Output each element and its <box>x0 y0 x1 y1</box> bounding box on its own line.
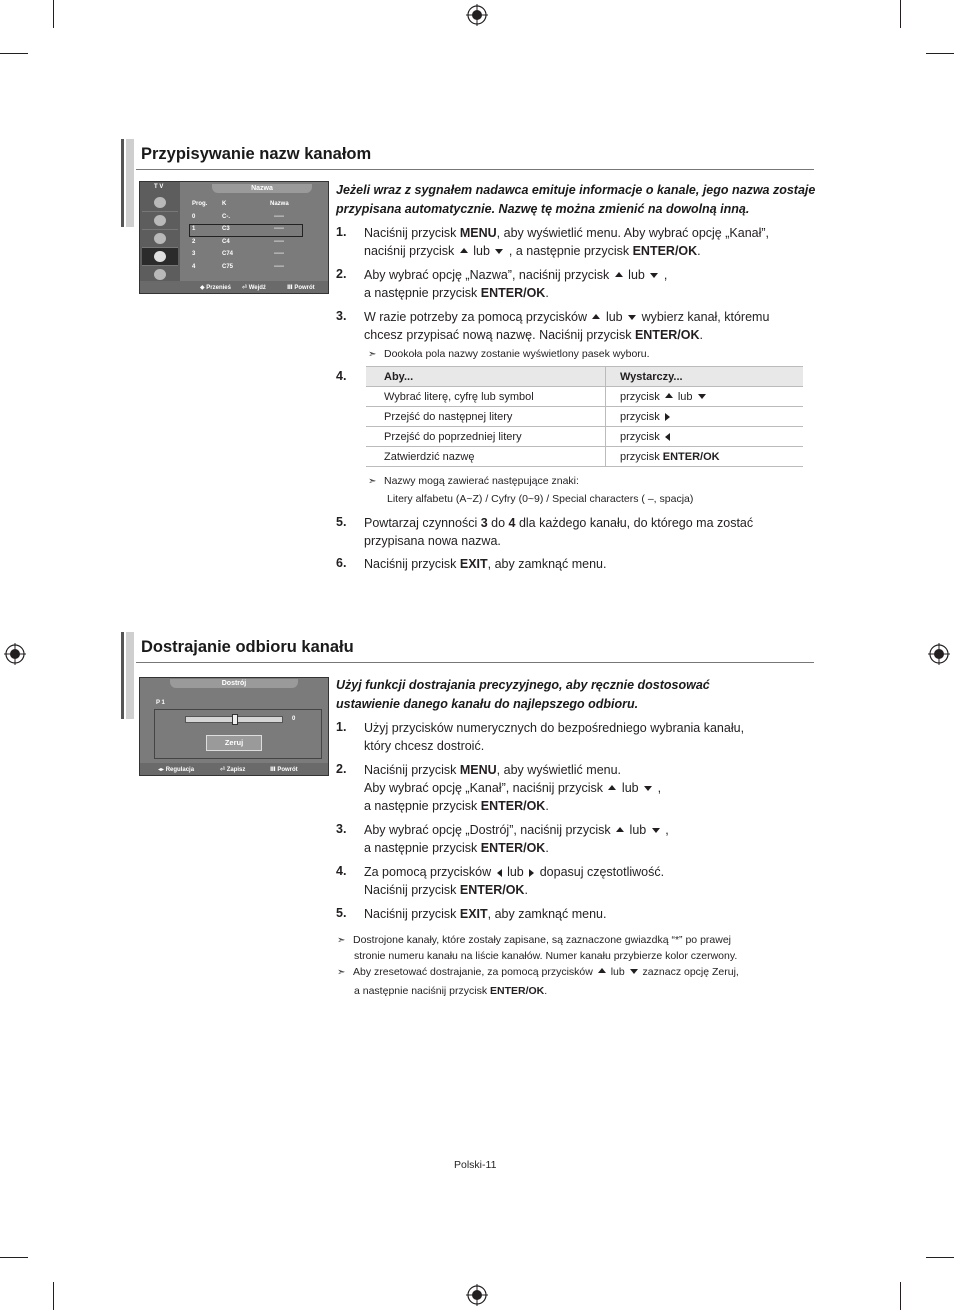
step-number: 4. <box>336 864 347 878</box>
footer-save-label: Zapisz <box>226 767 246 773</box>
arrow-left-icon <box>665 433 670 441</box>
note-text: stronie numeru kanału na liście kanałów. Numer kanału przybierze kolor czerwony. <box>354 950 738 962</box>
crop-mark <box>53 0 54 28</box>
table-header-cell: Aby... <box>366 367 606 387</box>
col-name: Nazwa <box>270 201 289 207</box>
footer-move-label: Przenieś <box>206 285 231 291</box>
footer-move: ◆ Przenieś <box>200 285 231 291</box>
channel-cell-prog: 2 <box>192 238 196 245</box>
note-arrow-icon: ➣ <box>368 349 377 360</box>
footer-return: Ⅲ Powrót <box>270 767 298 773</box>
footer-return: Ⅲ Powrót <box>287 285 315 291</box>
note-text: Dostrojone kanały, które zostały zapisane, są zaznaczone gwiazdką “*” po prawej <box>353 934 731 946</box>
section-intro: Jeżeli wraz z sygnałem nadawca emituje informacje o kanale, jego nazwa zostaje przypisana automatycznie. Nazwę tę można zmienić na dowolną inną. <box>336 183 816 216</box>
channel-cell-prog: 3 <box>192 251 196 258</box>
tv-menu-title: Nazwa <box>212 184 312 193</box>
table-cell: przycisk <box>606 427 804 447</box>
arrow-up-icon <box>615 272 623 277</box>
footer-adjust: ◂▸ Regulacja <box>158 767 195 773</box>
note-text: a następnie naciśnij przycisk ENTER/OK. <box>354 985 548 997</box>
channel-cell-k: C75 <box>222 263 234 270</box>
arrow-down-icon <box>650 273 658 278</box>
section-title: Dostrajanie odbioru kanału <box>141 638 354 656</box>
table-row <box>366 387 803 407</box>
section-marker <box>121 632 124 719</box>
note-text: Nazwy mogą zawierać następujące znaki: <box>384 475 579 487</box>
arrow-down-icon <box>628 315 636 320</box>
section-marker <box>126 139 134 227</box>
note-arrow-icon: ➣ <box>337 935 346 946</box>
arrow-up-icon <box>616 827 624 832</box>
crop-mark <box>900 1282 901 1310</box>
step-text: Aby wybrać opcję „Dostrój”, naciśnij przycisk lub , a następnie przycisk ENTER/OK. <box>364 823 669 855</box>
step-text: Naciśnij przycisk EXIT, aby zamknąć menu. <box>364 557 607 571</box>
channel-row-highlight <box>189 224 303 237</box>
slider-thumb[interactable] <box>232 714 238 725</box>
note-text: Aby zresetować dostrajanie, za pomocą przycisków lub zaznacz opcję Zeruj, <box>353 966 739 978</box>
footer-enter: ⏎ Wejdź <box>242 285 266 291</box>
tv-side-label: T V <box>154 184 164 190</box>
note-arrow-icon: ➣ <box>368 476 377 487</box>
channel-cell-name: ----- <box>274 226 284 233</box>
step-number: 5. <box>336 515 347 529</box>
section-intro: Użyj funkcji dostrajania precyzyjnego, aby ręcznie dostosować ustawienie danego kanału do najlepszego odbioru. <box>336 678 710 711</box>
operations-table <box>366 366 803 467</box>
footer-enter-label: Wejdź <box>248 285 266 291</box>
channel-label: P 1 <box>156 700 165 706</box>
step-text: W razie potrzeby za pomocą przycisków lub wybierz kanał, któremu chcesz przypisać nową nazwę. Naciśnij przycisk ENTER/OK. <box>364 310 770 342</box>
tv-finetune-screenshot <box>139 677 329 776</box>
reset-button[interactable]: Zeruj <box>206 735 262 751</box>
note-arrow-icon: ➣ <box>337 967 346 978</box>
channel-cell-prog: 0 <box>192 214 196 220</box>
arrow-up-icon <box>608 785 616 790</box>
crop-mark <box>900 0 901 28</box>
sound-menu-icon <box>142 212 178 230</box>
arrow-down-icon <box>652 828 660 833</box>
arrow-down-icon <box>644 786 652 791</box>
arrow-up-icon <box>665 393 673 398</box>
table-cell: Przejść do następnej litery <box>366 407 606 427</box>
footer-adjust-label: Regulacja <box>165 767 195 773</box>
channel-cell-k: C74 <box>222 251 234 258</box>
step-text: Naciśnij przycisk MENU, aby wyświetlić menu. Aby wybrać opcję „Kanał”, naciśnij przycisk lub , a następnie przycisk ENTER/OK. <box>364 226 770 258</box>
table-header-row <box>366 367 803 387</box>
step-text: Aby wybrać opcję „Nazwa”, naciśnij przycisk lub , a następnie przycisk ENTER/OK. <box>364 268 668 300</box>
table-cell: przycisk lub <box>606 387 804 407</box>
step-text: Użyj przycisków numerycznych do bezpośredniego wybrania kanału, który chcesz dostroić. <box>364 721 745 753</box>
tv-footer <box>140 281 328 293</box>
table-cell: przycisk ENTER/OK <box>606 447 804 467</box>
step-text: Powtarzaj czynności 3 do 4 dla każdego kanału, do którego ma zostać przypisana nowa nazwa. <box>364 516 754 548</box>
channel-cell-name: ----- <box>274 263 284 270</box>
crop-mark <box>0 1257 28 1258</box>
step-number: 6. <box>336 556 347 570</box>
crop-mark <box>0 53 28 54</box>
table-row <box>366 447 803 467</box>
registration-mark-icon <box>466 1284 488 1306</box>
crop-mark <box>53 1282 54 1310</box>
crop-mark <box>926 53 954 54</box>
setup-menu-icon <box>142 248 178 266</box>
table-cell: Przejść do poprzedniej litery <box>366 427 606 447</box>
table-cell: Wybrać literę, cyfrę lub symbol <box>366 387 606 407</box>
channel-cell-prog: 4 <box>192 263 196 270</box>
step-text: Naciśnij przycisk MENU, aby wyświetlić menu. Aby wybrać opcję „Kanał”, naciśnij przycisk lub , a następnie przycisk ENTER/OK. <box>364 763 662 813</box>
channel-cell-k: C-. <box>222 214 230 220</box>
footer-return-label: Powrót <box>277 767 298 773</box>
registration-mark-icon <box>928 643 950 665</box>
tv-menu-title: Dostrój <box>170 679 298 688</box>
step-text: Naciśnij przycisk EXIT, aby zamknąć menu. <box>364 907 607 921</box>
finetune-value: 0 <box>292 716 296 722</box>
registration-mark-icon <box>4 643 26 665</box>
note <box>368 346 650 363</box>
step-number: 2. <box>336 267 347 281</box>
arrow-up-icon <box>598 968 606 973</box>
note <box>337 932 731 949</box>
arrow-down-icon <box>630 969 638 974</box>
note-text: Dookoła pola nazwy zostanie wyświetlony pasek wyboru. <box>384 348 650 360</box>
footer-save: ⏎ Zapisz <box>220 767 246 773</box>
tv-footer <box>140 763 328 775</box>
arrow-up-icon <box>592 314 600 319</box>
tv-side-panel <box>140 182 180 293</box>
note <box>368 473 579 490</box>
arrow-up-icon <box>460 248 468 253</box>
step-number: 1. <box>336 720 347 734</box>
table-cell: przycisk <box>606 407 804 427</box>
channel-cell-name: ----- <box>274 251 284 258</box>
section-marker <box>121 139 124 227</box>
arrow-right-icon <box>665 413 670 421</box>
channel-menu-icon <box>142 230 178 248</box>
step-number: 5. <box>336 906 347 920</box>
tv-menu-screenshot <box>139 181 329 294</box>
table-row <box>366 427 803 447</box>
arrow-down-icon <box>698 394 706 399</box>
step-number: 3. <box>336 822 347 836</box>
note-text: Litery alfabetu (A~Z) / Cyfry (0~9) / Special characters ( –, spacja) <box>387 493 694 505</box>
step-number: 3. <box>336 309 347 323</box>
table-row <box>366 407 803 427</box>
step-text: Za pomocą przycisków lub dopasuj częstotliwość. Naciśnij przycisk ENTER/OK. <box>364 865 665 897</box>
table-header-cell: Wystarczy... <box>606 367 804 387</box>
footer-return-label: Powrót <box>294 285 315 291</box>
section-marker <box>126 632 134 719</box>
channel-cell-k: C4 <box>222 238 230 245</box>
channel-cell-prog: 1 <box>192 226 196 233</box>
arrow-down-icon <box>495 249 503 254</box>
section-title: Przypisywanie nazw kanałom <box>141 145 372 163</box>
arrow-left-icon <box>497 869 502 877</box>
channel-cell-name: ----- <box>274 238 284 245</box>
section-rule <box>136 169 814 170</box>
step-number: 4. <box>336 369 347 383</box>
arrow-right-icon <box>529 869 534 877</box>
registration-mark-icon <box>466 4 488 26</box>
section-rule <box>136 662 814 663</box>
table-cell: Zatwierdzić nazwę <box>366 447 606 467</box>
col-prog: Prog. <box>192 201 208 207</box>
page-number: Polski-11 <box>454 1159 497 1171</box>
col-k: K <box>222 201 227 207</box>
channel-cell-name: ----- <box>274 214 284 220</box>
step-number: 2. <box>336 762 347 776</box>
crop-mark <box>926 1257 954 1258</box>
finetune-slider[interactable] <box>185 716 283 723</box>
note <box>337 964 739 981</box>
step-number: 1. <box>336 225 347 239</box>
channel-cell-k: C3 <box>222 226 230 233</box>
picture-menu-icon <box>142 194 178 212</box>
